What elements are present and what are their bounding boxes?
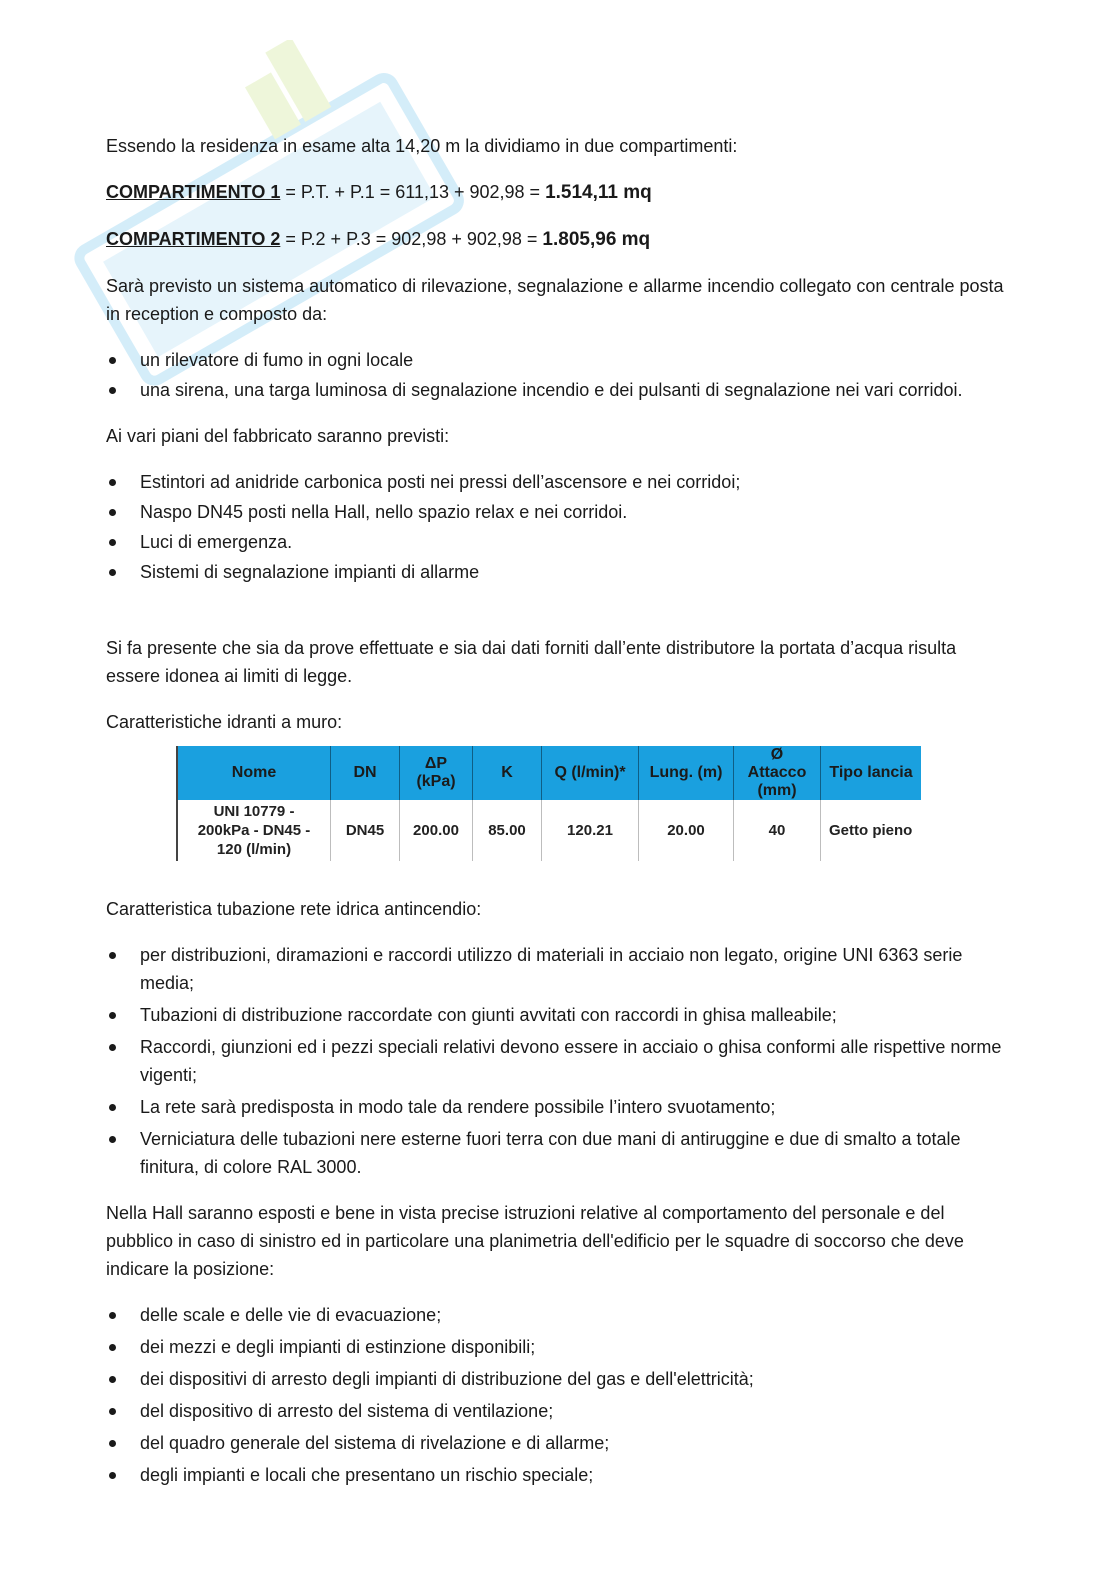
table-cell: DN45: [331, 800, 400, 861]
table-header: Tipo lancia: [821, 746, 922, 800]
floors-list: [106, 468, 1006, 586]
table-cell: UNI 10779 - 200kPa - DN45 - 120 (l/min): [177, 800, 331, 861]
list-item: dei mezzi e degli impianti di estinzione disponibili;: [106, 1333, 1006, 1361]
table-row: [177, 800, 921, 861]
detection-paragraph: Sarà previsto un sistema automatico di rilevazione, segnalazione e allarme incendio collegato con centrale posta in reception e composto da:: [106, 276, 1004, 324]
list-item: Estintori ad anidride carbonica posti nei pressi dell’ascensore e nei corridoi;: [106, 468, 1006, 496]
document-body: [106, 132, 1006, 1507]
hall-paragraph: Nella Hall saranno esposti e bene in vista precise istruzioni relative al comportamento del personale e del pubblico in caso di sinistro ed in particolare una planimetria dell'edificio per le squadre di soccorso che deve indicare la posizione:: [106, 1203, 964, 1279]
list-item: Verniciatura delle tubazioni nere esterne fuori terra con due mani di antiruggine e due di smalto a totale finitura, di colore RAL 3000.: [106, 1125, 1006, 1181]
table-header: Nome: [177, 746, 331, 800]
list-item: per distribuzioni, diramazioni e raccordi utilizzo di materiali in acciaio non legato, origine UNI 6363 serie media;: [106, 941, 1006, 997]
table-cell: 120.21: [542, 800, 639, 861]
list-item: del quadro generale del sistema di rivelazione e di allarme;: [106, 1429, 1006, 1457]
table-cell: 85.00: [473, 800, 542, 861]
table-header: Ø Attacco (mm): [734, 746, 821, 800]
table-cell: 40: [734, 800, 821, 861]
table-header: ΔP (kPa): [400, 746, 473, 800]
table-header: Lung. (m): [639, 746, 734, 800]
hydrant-table: [176, 746, 921, 861]
table-cell: Getto pieno: [821, 800, 922, 861]
detection-list: [106, 346, 1006, 404]
hydrants-title: Caratteristiche idranti a muro:: [106, 712, 343, 732]
list-item: una sirena, una targa luminosa di segnalazione incendio e dei pulsanti di segnalazione nei vari corridoi.: [106, 376, 1006, 404]
list-item: dei dispositivi di arresto degli impianti di distribuzione del gas e dell'elettricità;: [106, 1365, 1006, 1393]
floors-paragraph: Ai vari piani del fabbricato saranno previsti:: [106, 426, 450, 446]
list-item: Luci di emergenza.: [106, 528, 1006, 556]
table-cell: 200.00: [400, 800, 473, 861]
pipe-title: Caratteristica tubazione rete idrica antincendio:: [106, 899, 482, 919]
table-header: K: [473, 746, 542, 800]
list-item: La rete sarà predisposta in modo tale da rendere possibile l’intero svuotamento;: [106, 1093, 1006, 1121]
compartment-2-formula: = P.2 + P.3 = 902,98 + 902,98 =: [280, 229, 543, 249]
list-item: del dispositivo di arresto del sistema di ventilazione;: [106, 1397, 1006, 1425]
list-item: Tubazioni di distribuzione raccordate con giunti avvitati con raccordi in ghisa malleabile;: [106, 1001, 1006, 1029]
list-item: Naspo DN45 posti nella Hall, nello spazio relax e nei corridoi.: [106, 498, 1006, 526]
water-paragraph: Si fa presente che sia da prove effettuate e sia dai dati forniti dall’ente distributore la portata d’acqua risulta essere idonea ai limiti di legge.: [106, 638, 957, 686]
hall-list: [106, 1301, 1006, 1489]
table-header: DN: [331, 746, 400, 800]
compartment-2-result: 1.805,96 mq: [542, 229, 651, 250]
intro-paragraph: Essendo la residenza in esame alta 14,20 m la dividiamo in due compartimenti:: [106, 136, 738, 156]
compartment-2-label: COMPARTIMENTO 2: [106, 229, 281, 249]
compartment-1-label: COMPARTIMENTO 1: [106, 182, 281, 202]
pipe-list: [106, 941, 1006, 1181]
compartment-1-result: 1.514,11 mq: [545, 182, 652, 203]
compartment-2: [106, 225, 1006, 254]
list-item: Sistemi di segnalazione impianti di allarme: [106, 558, 1006, 586]
list-item: degli impianti e locali che presentano un rischio speciale;: [106, 1461, 1006, 1489]
list-item: un rilevatore di fumo in ogni locale: [106, 346, 1006, 374]
list-item: Raccordi, giunzioni ed i pezzi speciali relativi devono essere in acciaio o ghisa conformi alle rispettive norme vigenti;: [106, 1033, 1006, 1089]
table-cell: 20.00: [639, 800, 734, 861]
compartment-1-formula: = P.T. + P.1 = 611,13 + 902,98 =: [280, 182, 546, 202]
list-item: delle scale e delle vie di evacuazione;: [106, 1301, 1006, 1329]
compartment-1: [106, 178, 1006, 207]
table-header: Q (l/min)*: [542, 746, 639, 800]
